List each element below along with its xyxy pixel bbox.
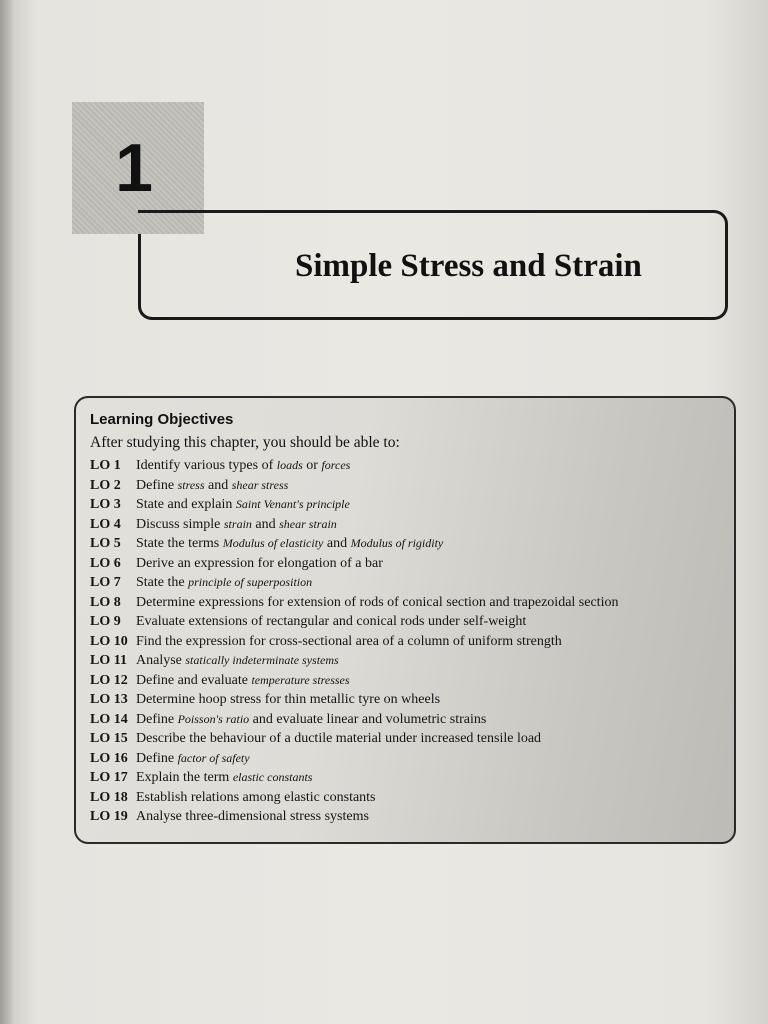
learning-objective-text: Explain the term elastic constants xyxy=(136,770,313,785)
learning-objectives-list xyxy=(90,458,730,829)
learning-objective-text: Derive an expression for elongation of a bar xyxy=(136,555,383,571)
learning-objective-item xyxy=(90,478,730,498)
learning-objective-number: LO 4 xyxy=(90,516,121,532)
learning-objective-item xyxy=(90,770,730,790)
learning-objective-item xyxy=(90,712,730,732)
learning-objective-item xyxy=(90,556,730,576)
learning-objective-number: LO 8 xyxy=(90,594,121,610)
learning-objective-number: LO 17 xyxy=(90,770,128,785)
learning-objective-text: Define factor of safety xyxy=(136,750,250,766)
learning-objective-item xyxy=(90,692,730,712)
learning-objective-item xyxy=(90,595,730,615)
learning-objective-text: State the principle of superposition xyxy=(136,575,313,590)
learning-objective-item xyxy=(90,575,730,595)
learning-objective-item xyxy=(90,653,730,673)
learning-objective-number: LO 2 xyxy=(90,477,121,493)
learning-objective-number: LO 12 xyxy=(90,672,128,688)
learning-objective-item xyxy=(90,497,730,517)
learning-objective-item xyxy=(90,731,730,751)
learning-objective-text: Discuss simple strain and shear strain xyxy=(136,516,337,532)
learning-objective-text: Define Poisson's ratio and evaluate linear and volumetric strains xyxy=(136,711,487,727)
learning-objective-number: LO 6 xyxy=(90,555,121,571)
learning-objective-number: LO 14 xyxy=(90,711,128,727)
learning-objective-number: LO 19 xyxy=(90,809,128,824)
learning-objective-text: Analyse statically indeterminate systems xyxy=(136,653,339,668)
title-frame-left xyxy=(138,234,152,320)
learning-objective-number: LO 16 xyxy=(90,750,128,766)
learning-objective-number: LO 10 xyxy=(90,633,128,649)
learning-objective-item xyxy=(90,790,730,810)
learning-objective-number: LO 3 xyxy=(90,497,121,512)
learning-objective-number: LO 13 xyxy=(90,692,128,707)
chapter-title: Simple Stress and Strain xyxy=(295,248,642,284)
learning-objective-text: Identify various types of loads or forces xyxy=(136,458,351,473)
learning-objective-text: Analyse three-dimensional stress systems xyxy=(136,809,369,824)
learning-objective-text: State and explain Saint Venant's principle xyxy=(136,497,350,512)
page-gutter-shadow xyxy=(0,0,14,1024)
learning-objective-text: Find the expression for cross-sectional area of a column of uniform strength xyxy=(136,633,562,649)
learning-objective-item xyxy=(90,809,730,829)
learning-objective-text: State the terms Modulus of elasticity and Modulus of rigidity xyxy=(136,536,444,551)
learning-objective-text: Describe the behaviour of a ductile material under increased tensile load xyxy=(136,731,542,746)
learning-objective-number: LO 11 xyxy=(90,653,127,668)
learning-objective-text: Evaluate extensions of rectangular and conical rods under self-weight xyxy=(136,614,527,629)
learning-objective-number: LO 9 xyxy=(90,614,121,629)
learning-objective-text: Establish relations among elastic constants xyxy=(136,789,376,805)
learning-objective-text: Determine expressions for extension of rods of conical section and trapezoidal section xyxy=(136,594,619,610)
learning-objectives-heading: Learning Objectives xyxy=(90,411,234,428)
learning-objective-text: Define and evaluate temperature stresses xyxy=(136,672,350,688)
chapter-number: 1 xyxy=(115,130,153,206)
learning-objective-item xyxy=(90,634,730,654)
learning-objective-number: LO 1 xyxy=(90,458,121,473)
learning-objective-text: Determine hoop stress for thin metallic tyre on wheels xyxy=(136,692,441,707)
learning-objective-number: LO 7 xyxy=(90,575,121,590)
learning-objective-item xyxy=(90,517,730,537)
learning-objective-item xyxy=(90,614,730,634)
learning-objective-number: LO 18 xyxy=(90,789,128,805)
learning-objective-text: Define stress and shear stress xyxy=(136,477,289,493)
learning-objectives-intro: After studying this chapter, you should be able to: xyxy=(90,434,400,451)
learning-objective-item xyxy=(90,536,730,556)
learning-objective-number: LO 5 xyxy=(90,536,121,551)
learning-objective-item xyxy=(90,751,730,771)
learning-objective-item xyxy=(90,673,730,693)
learning-objective-number: LO 15 xyxy=(90,731,128,746)
learning-objective-item xyxy=(90,458,730,478)
